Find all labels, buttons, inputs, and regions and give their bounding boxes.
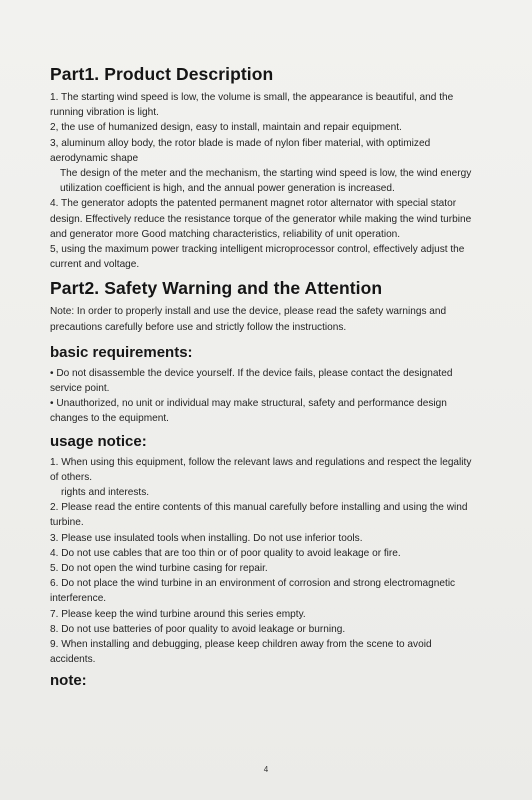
list-item: 8. Do not use batteries of poor quality to avoid leakage or burning. (50, 623, 346, 635)
list-item: • Do not disassemble the device yourself. If the device fails, please contact the designated service point. (50, 367, 453, 395)
part2-heading: Part2. Safety Warning and the Attention (50, 278, 383, 299)
page-content (50, 64, 478, 689)
list-item: 1. The starting wind speed is low, the volume is small, the appearance is beautiful, and the running vibration is light. (50, 92, 454, 119)
basic-requirements-heading: basic requirements: (50, 343, 193, 361)
list-item: 2, the use of humanized design, easy to install, maintain and repair equipment. (50, 122, 402, 134)
list-item: 4. Do not use cables that are too thin or of poor quality to avoid leakage or fire. (50, 547, 401, 559)
list-item: 3, aluminum alloy body, the rotor blade is made of nylon fiber material, with optimized aerodynamic shape (50, 137, 431, 164)
list-item: 7. Please keep the wind turbine around this series empty. (50, 608, 306, 620)
usage-notice-list (50, 455, 478, 668)
list-item: • Unauthorized, no unit or individual may make structural, safety and performance design changes to the equipment. (50, 398, 447, 425)
list-item: 2. Please read the entire contents of this manual carefully before installing and using the wind turbine. (50, 502, 468, 529)
list-item: rights and interests. (61, 487, 150, 499)
list-item: 9. When installing and debugging, please keep children away from the scene to avoid accidents. (50, 639, 432, 666)
list-item: 5, using the maximum power tracking intelligent microprocessor control, effectively adjust the current and voltage. (50, 244, 465, 271)
usage-notice-heading: usage notice: (50, 432, 147, 450)
safety-note: Note: In order to properly install and use the device, please read the safety warnings and precautions carefully before use and strictly follow the instructions. (50, 306, 447, 333)
list-item: 1. When using this equipment, follow the relevant laws and regulations and respect the legality of others. (50, 456, 472, 483)
product-description-list (50, 90, 478, 272)
list-item: 6. Do not place the wind turbine in an environment of corrosion and strong electromagnetic interference. (50, 578, 456, 605)
note-heading: note: (50, 671, 87, 689)
list-item: 5. Do not open the wind turbine casing for repair. (50, 563, 268, 575)
list-item: 4. The generator adopts the patented permanent magnet rotor alternator with special stator design. Effectively reduce the resistance torque of the generator while making the wind turbine and generator more Good matching characteristics, reliability of unit operation. (50, 198, 472, 240)
list-item: 3. Please use insulated tools when installing. Do not use inferior tools. (50, 532, 363, 544)
part1-heading: Part1. Product Description (50, 64, 274, 84)
basic-requirements-list (50, 366, 478, 427)
list-item: The design of the meter and the mechanism, the starting wind speed is low, the wind energy utilization coefficient is high, and the annual power generation is increased. (60, 168, 472, 195)
page-number: 4 (263, 765, 269, 774)
